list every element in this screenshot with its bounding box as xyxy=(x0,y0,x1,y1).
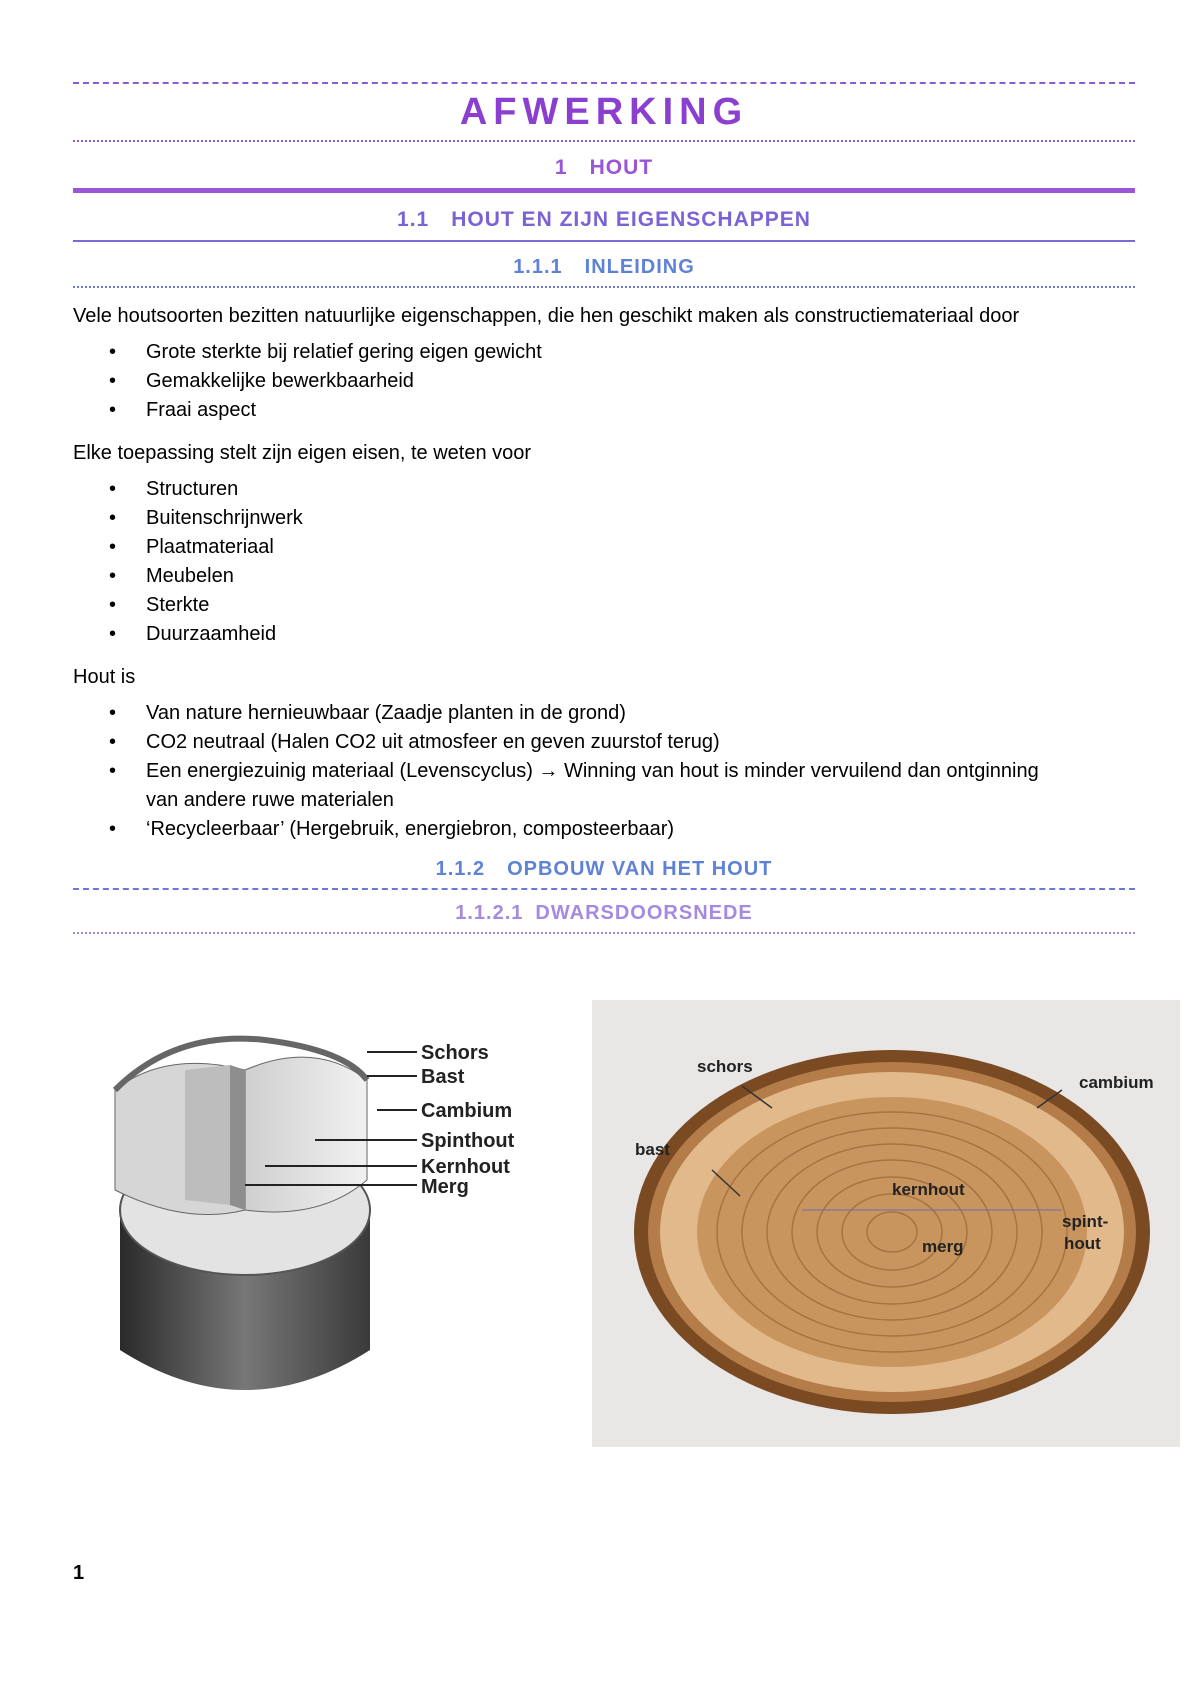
intro-text: Vele houtsoorten bezitten natuurlijke eigenschappen, die hen geschikt maken als constructiemateriaal door xyxy=(73,305,1020,327)
title-bottom-rule xyxy=(73,140,1135,142)
list-item: • Structuren xyxy=(73,475,1135,504)
heading-4-rule xyxy=(73,888,1135,890)
list-item: • Duurzaamheid xyxy=(73,620,1135,649)
heading-4: 1.1.2 OPBOUW VAN HET HOUT xyxy=(435,858,773,880)
trunk-illustration xyxy=(105,1010,605,1440)
label-photo-hout: hout xyxy=(1064,1234,1101,1253)
list-item: • Buitenschrijnwerk xyxy=(73,504,1135,533)
label-spinthout: Spinthout xyxy=(421,1130,515,1152)
wood-slice-photo xyxy=(592,1000,1180,1447)
intro-list xyxy=(73,338,1135,425)
heading-3: 1.1.1 INLEIDING xyxy=(513,256,695,278)
heading-5-rule xyxy=(73,932,1135,934)
label-photo-kernhout: kernhout xyxy=(892,1180,965,1199)
list-item: • Een energiezuinig materiaal (Levenscyclus) → Winning van hout is minder vervuilend dan ontginning van andere ruwe materialen xyxy=(73,757,1135,815)
label-cambium: Cambium xyxy=(421,1100,513,1122)
list-item: • ‘Recycleerbaar’ (Hergebruik, energiebron, composteerbaar) xyxy=(73,815,1135,844)
heading-1: 1 HOUT xyxy=(554,156,654,179)
page-title: AFWERKING xyxy=(459,91,749,133)
label-photo-merg: merg xyxy=(922,1237,964,1256)
list-item: • Plaatmateriaal xyxy=(73,533,1135,562)
list-item: • Meubelen xyxy=(73,562,1135,591)
label-photo-schors: schors xyxy=(697,1057,753,1076)
label-kernhout: Kernhout xyxy=(421,1156,510,1178)
trunk-diagram xyxy=(105,1010,605,1440)
wood-slice-diagram xyxy=(592,1000,1180,1447)
document-page xyxy=(73,0,1135,934)
figures xyxy=(0,1000,1200,1460)
list-item: • Gemakkelijke bewerkbaarheid xyxy=(73,367,1135,396)
hout-is-list xyxy=(73,699,1135,844)
toepassing-list xyxy=(73,475,1135,649)
toepassing-text: Elke toepassing stelt zijn eigen eisen, te weten voor xyxy=(73,442,532,464)
heading-2: 1.1 HOUT EN ZIJN EIGENSCHAPPEN xyxy=(397,208,811,231)
label-photo-bast: bast xyxy=(635,1140,670,1159)
list-item: • Sterkte xyxy=(73,591,1135,620)
label-photo-cambium: cambium xyxy=(1079,1073,1154,1092)
heading-5: 1.1.2.1 DWARSDOORSNEDE xyxy=(455,902,753,924)
label-photo-spint: spint- xyxy=(1062,1212,1109,1231)
heading-3-rule xyxy=(73,286,1135,288)
heading-2-rule xyxy=(73,240,1135,242)
heading-1-rule xyxy=(73,188,1135,193)
list-item: • Grote sterkte bij relatief gering eigen gewicht xyxy=(73,338,1135,367)
list-item: • Van nature hernieuwbaar (Zaadje planten in de grond) xyxy=(73,699,1135,728)
page-number: 1 xyxy=(73,1562,85,1584)
list-item: • Fraai aspect xyxy=(73,396,1135,425)
label-bast: Bast xyxy=(421,1066,465,1088)
label-schors: Schors xyxy=(421,1042,489,1064)
list-item: • CO2 neutraal (Halen CO2 uit atmosfeer en geven zuurstof terug) xyxy=(73,728,1135,757)
label-merg: Merg xyxy=(421,1176,469,1198)
hout-is-text: Hout is xyxy=(73,666,136,688)
